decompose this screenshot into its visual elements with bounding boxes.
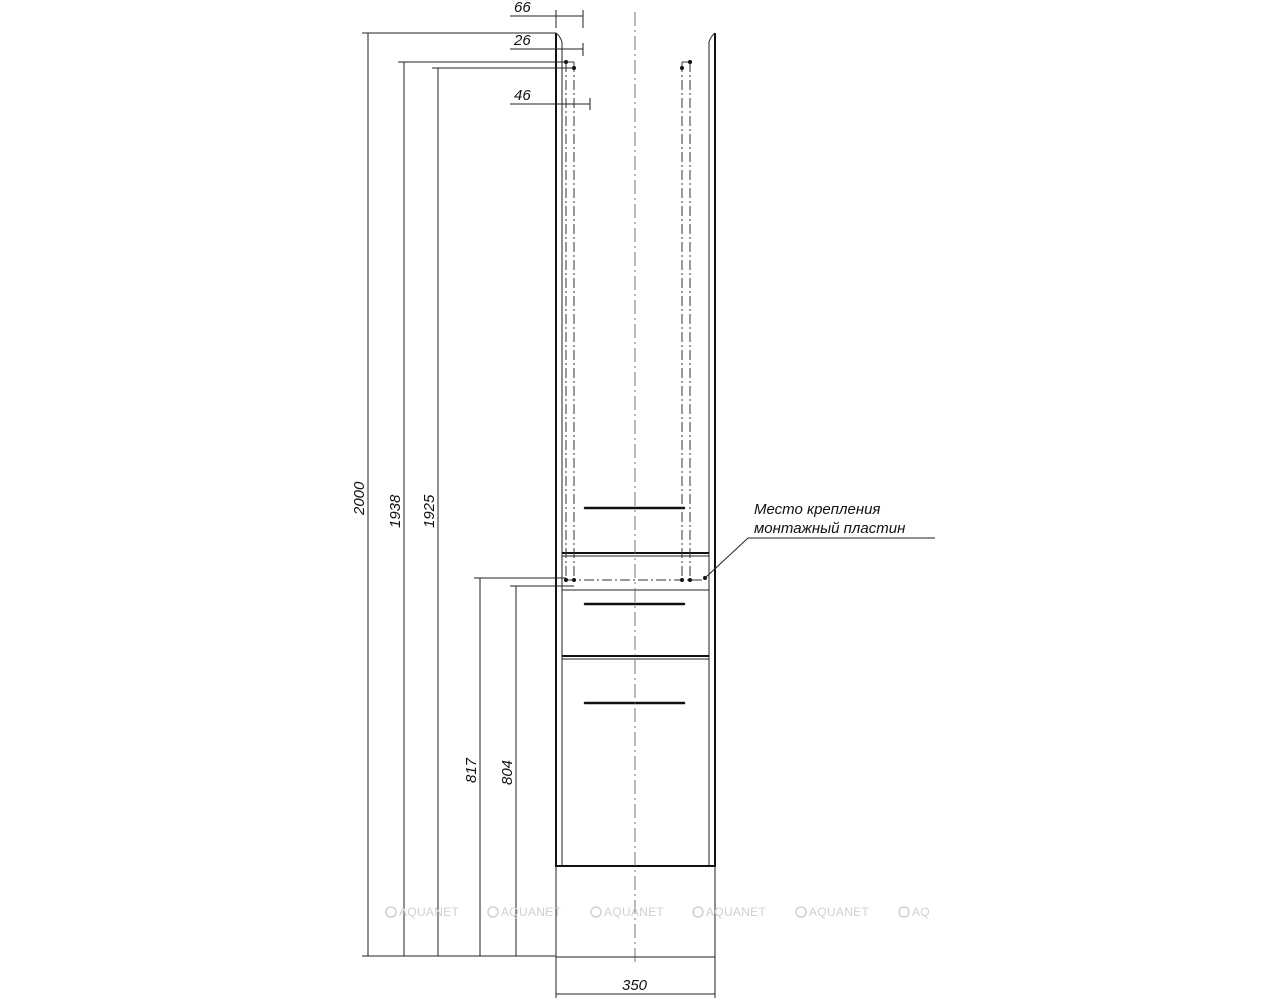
svg-text:AQ: AQ bbox=[912, 905, 930, 919]
dim-350: 350 bbox=[622, 977, 648, 994]
svg-text:AQUANET: AQUANET bbox=[604, 905, 665, 919]
svg-text:AQUANET: AQUANET bbox=[706, 905, 767, 919]
cabinet-outline bbox=[556, 33, 715, 866]
watermark-6 bbox=[899, 905, 930, 919]
cabinet-body bbox=[556, 33, 715, 866]
svg-text:AQUANET: AQUANET bbox=[809, 905, 870, 919]
watermark-4 bbox=[693, 905, 766, 919]
dim-66: 66 bbox=[514, 0, 531, 16]
dim-1938: 1938 bbox=[387, 494, 404, 528]
dim-817: 817 bbox=[463, 757, 480, 783]
note-line-1: Место крепления bbox=[754, 501, 881, 518]
dim-1925: 1925 bbox=[421, 494, 438, 528]
hidden-lines bbox=[566, 12, 705, 962]
svg-text:AQUANET: AQUANET bbox=[399, 905, 460, 919]
mounting-note bbox=[705, 501, 935, 578]
dim-2000: 2000 bbox=[351, 481, 368, 515]
dim-804: 804 bbox=[499, 759, 516, 785]
watermarks bbox=[386, 905, 930, 919]
watermark-2 bbox=[488, 905, 561, 919]
dim-46: 46 bbox=[514, 87, 531, 104]
mounting-points bbox=[564, 60, 707, 582]
width-dimension bbox=[556, 866, 715, 998]
svg-text:AQUANET: AQUANET bbox=[501, 905, 562, 919]
dim-26: 26 bbox=[514, 32, 531, 49]
top-dimensions bbox=[510, 0, 590, 110]
height-dimensions bbox=[351, 33, 574, 956]
watermark-5 bbox=[796, 905, 869, 919]
note-line-2: монтажный пластин bbox=[754, 520, 906, 537]
watermark-1 bbox=[386, 905, 459, 919]
watermark-3 bbox=[591, 905, 664, 919]
